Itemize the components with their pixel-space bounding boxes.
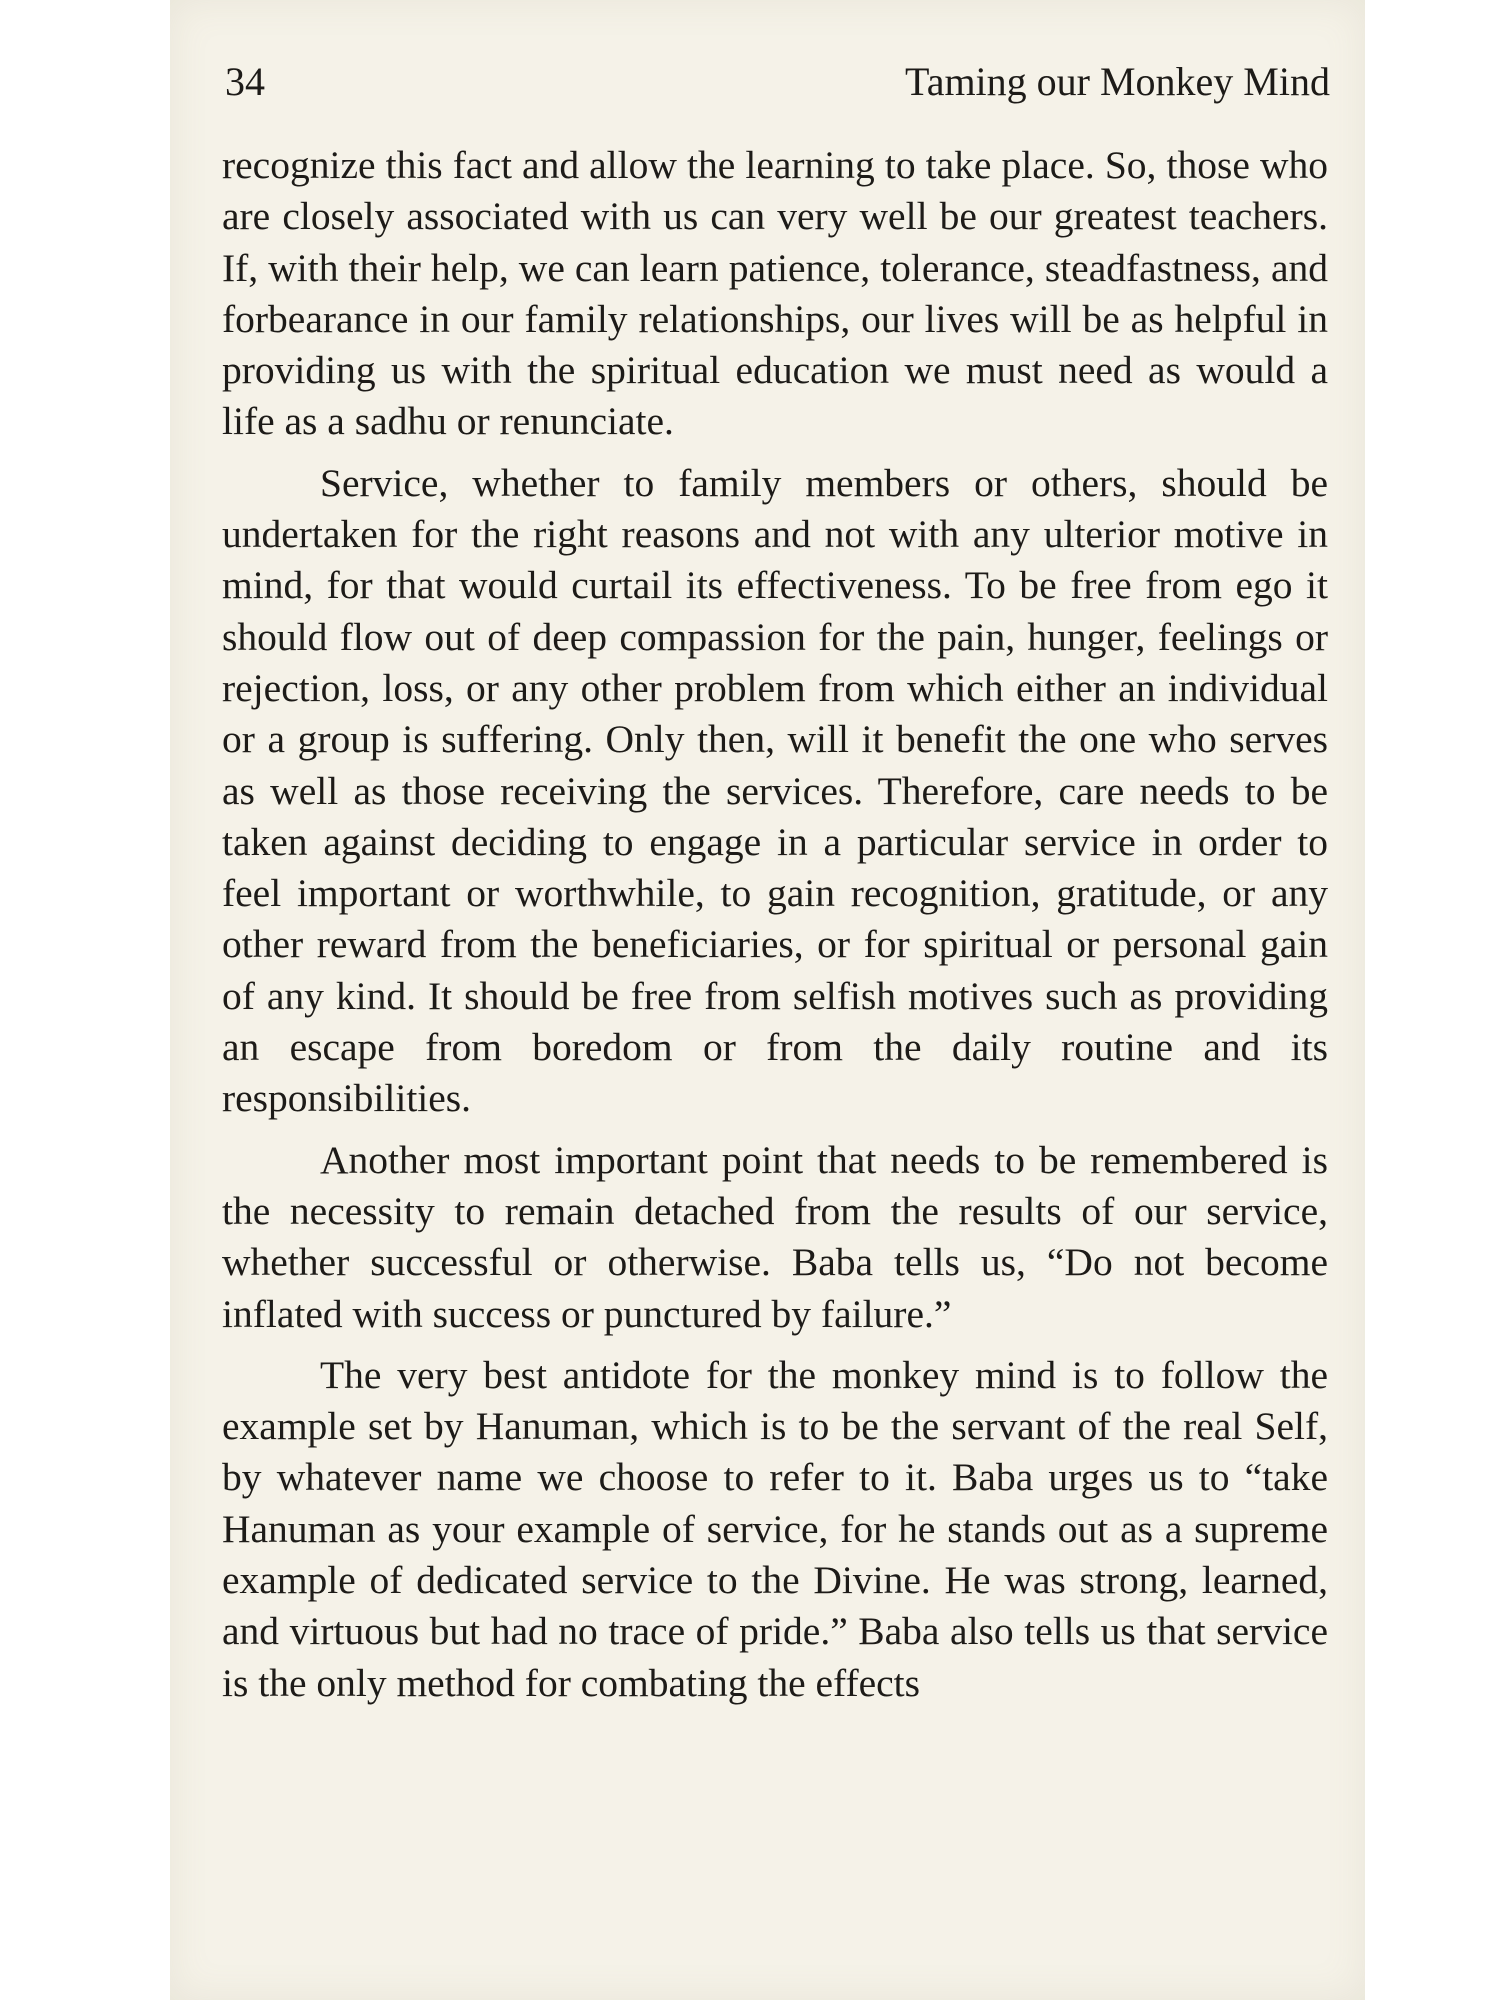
running-head <box>225 58 1330 108</box>
paragraph-service: Service, whether to family members or others, should be undertaken for the right reasons and not with any ulterior motive in mind, for that would curtail its effectiveness. To be free from ego it should flow out of deep compassion for the pain, hunger, feelings or rejection, loss, or any other problem from which either an individual or a group is suffering. Only then, will it benefit the one who serves as well as those receiving the services. Therefore, care needs to be taken against deciding to engage in a particular service in order to feel important or worthwhile, to gain recognition, gratitude, or any other reward from the beneficiaries, or for spiritual or personal gain of any kind. It should be free from selfish motives such as providing an escape from boredom or from the daily routine and its responsibilities. <box>222 460 1328 1121</box>
page-number: 34 <box>225 59 265 104</box>
paragraph-continued: recognize this fact and allow the learning to take place. So, those who are closely associated with us can very well be our greatest teachers. If, with their help, we can learn patience, tolerance, steadfastness, and forbearance in our family relationships, our lives will be as helpful in providing us with the spiritual education we must need as would a life as a sadhu or renunciate. <box>222 143 1328 444</box>
paragraph-detachment: Another most important point that needs to be remembered is the necessity to remain detached from the results of our service, whether successful or otherwise. Baba tells us, “Do not become inflated with success or punctured by failure.” <box>222 1137 1328 1336</box>
paragraph-hanuman: The very best antidote for the monkey mind is to follow the example set by Hanuman, which is to be the servant of the real Self, by whatever name we choose to refer to it. Baba urges us to “take Hanuman as your example of service, for he stands out as a supreme example of dedicated service to the Divine. He was strong, learned, and virtuous but had no trace of pride.” Baba also tells us that service is the only method for combating the effects <box>222 1352 1328 1705</box>
book-title: Taming our Monkey Mind <box>905 59 1330 104</box>
body-text <box>222 140 1328 1719</box>
